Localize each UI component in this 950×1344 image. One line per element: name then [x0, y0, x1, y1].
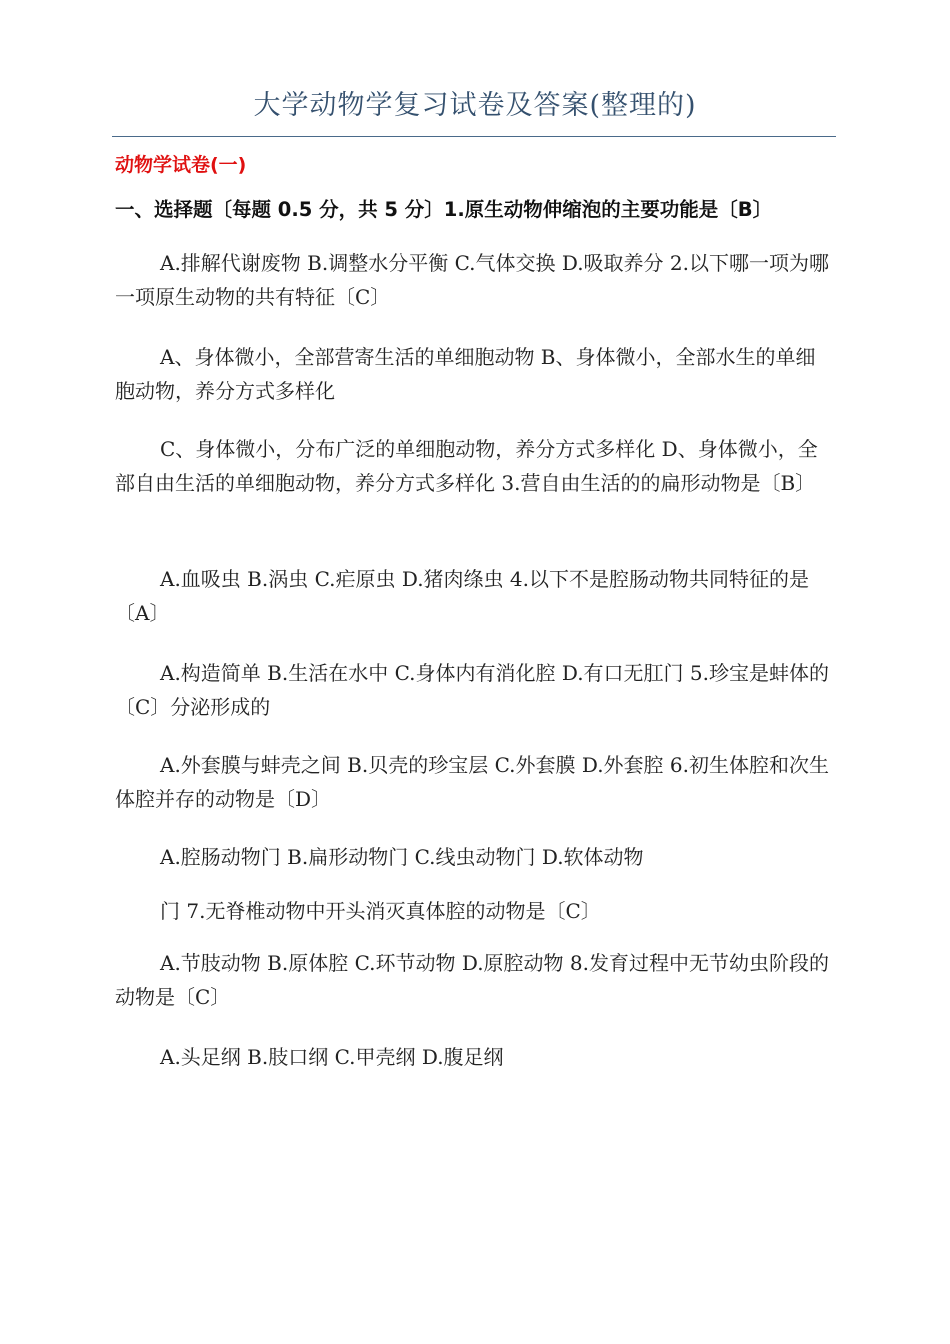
title-divider	[112, 136, 836, 137]
question-paragraph: A.血吸虫 B.涡虫 C.疟原虫 D.猪肉绦虫 4.以下不是腔肠动物共同特征的是〔A〕	[115, 567, 809, 625]
exam-heading: 动物学试卷(一)	[115, 154, 247, 176]
question-paragraph: A、身体微小，全部营寄生活的单细胞动物 B、身体微小，全部水生的单细胞动物，养分方式多样化	[115, 345, 816, 403]
question-paragraph: A.外套膜与蚌壳之间 B.贝壳的珍宝层 C.外套膜 D.外套腔 6.初生体腔和次生体腔并存的动物是〔D〕	[115, 753, 829, 811]
question-paragraph: 门 7.无脊椎动物中开头消灭真体腔的动物是〔C〕	[160, 899, 601, 923]
question-paragraph: A.排解代谢废物 B.调整水分平衡 C.气体交换 D.吸取养分 2.以下哪一项为哪一项原生动物的共有特征〔C〕	[115, 251, 829, 309]
question-paragraph: A.腔肠动物门 B.扁形动物门 C.线虫动物门 D.软体动物	[160, 845, 644, 869]
question-paragraph: C、身体微小，分布广泛的单细胞动物，养分方式多样化 D、身体微小，全部自由生活的单细胞动物，养分方式多样化 3.营自由生活的的扁形动物是〔B〕	[115, 437, 818, 495]
question-paragraph: A.构造简单 B.生活在水中 C.身体内有消化腔 D.有口无肛门 5.珍宝是蚌体的〔C〕分泌形成的	[115, 661, 829, 719]
question-paragraph: A.头足纲 B.肢口纲 C.甲壳纲 D.腹足纲	[160, 1045, 504, 1069]
section-heading: 一、选择题〔每题 0.5 分，共 5 分〕1.原生动物伸缩泡的主要功能是〔B〕	[115, 198, 773, 221]
question-paragraph: A.节肢动物 B.原体腔 C.环节动物 D.原腔动物 8.发育过程中无节幼虫阶段的动物是〔C〕	[115, 951, 829, 1009]
document-title: 大学动物学复习试卷及答案(整理的)	[253, 90, 697, 121]
